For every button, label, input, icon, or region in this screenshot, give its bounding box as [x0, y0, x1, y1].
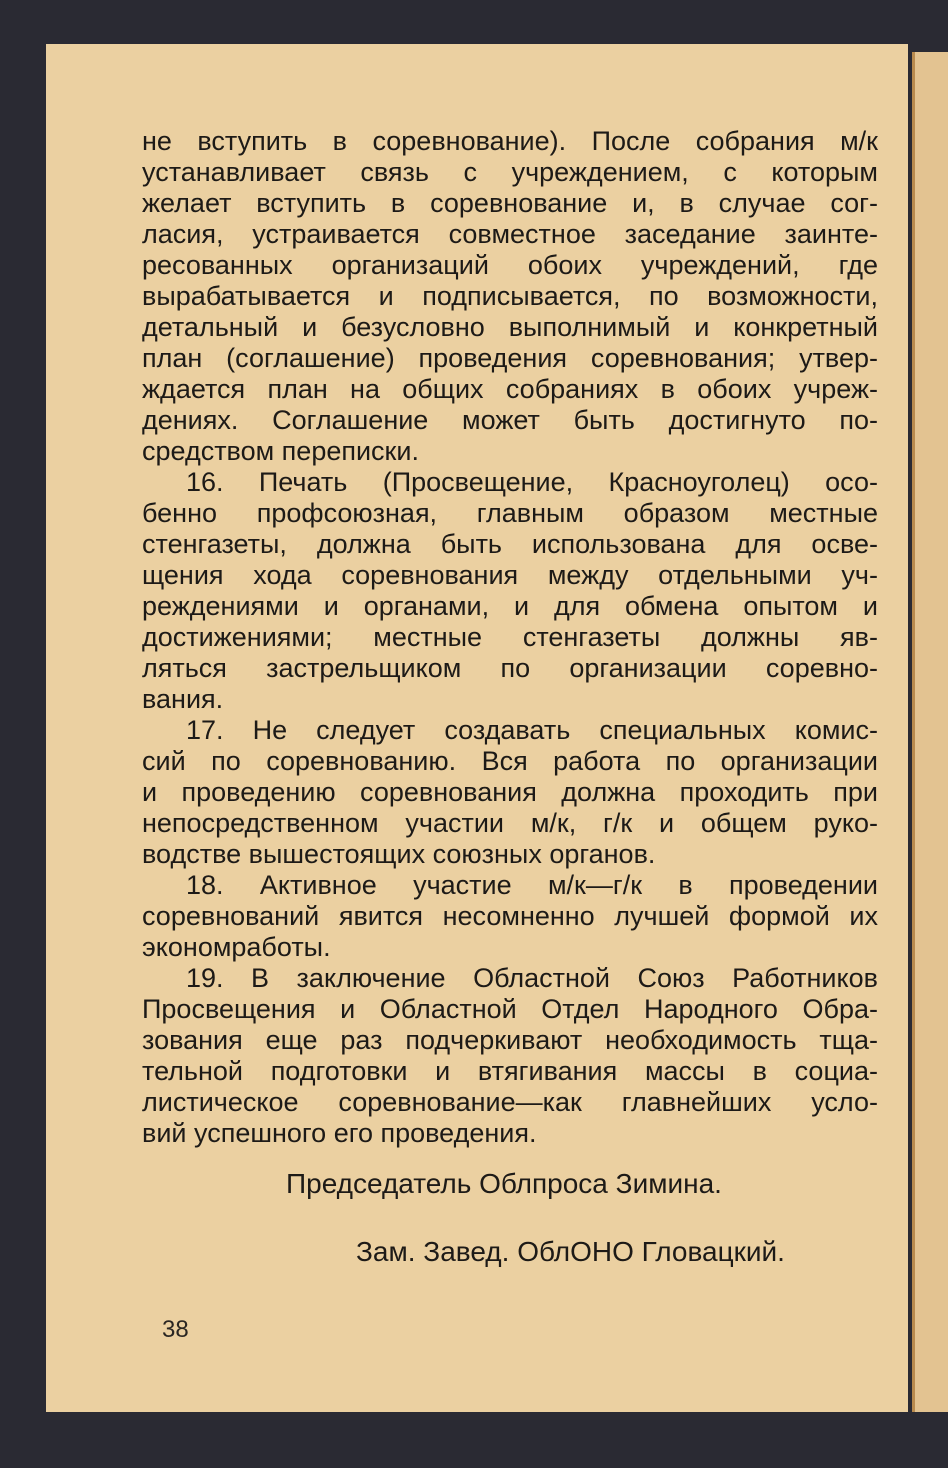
text-line: ляться застрельщиком по организации соревно-: [142, 653, 878, 683]
text-line: дениях. Соглашение может быть достигнуто по-: [142, 405, 878, 435]
signature-chair: Председатель Облпроса Зимина.: [286, 1168, 722, 1199]
text-line: средством переписки.: [142, 436, 419, 466]
paragraph-19-start: 19. В заключение Областной Союз Работников: [186, 963, 878, 993]
text-line: стенгазеты, должна быть использована для осве-: [142, 529, 878, 559]
text-line: ресованных организаций обоих учреждений, где: [142, 250, 878, 280]
text-line: Просвещения и Областной Отдел Народного Обра-: [142, 994, 878, 1024]
adjacent-page-edge: [912, 52, 948, 1412]
text-line: бенно профсоюзная, главным образом местные: [142, 498, 878, 528]
text-line: вий успешного его проведения.: [142, 1118, 537, 1148]
text-line: тельной подготовки и втягивания массы в социа-: [142, 1056, 878, 1086]
text-line: детальный и безусловно выполнимый и конкретный: [142, 312, 878, 342]
text-line: желает вступить в соревнование и, в случае сог-: [142, 188, 878, 218]
text-line: достижениями; местные стенгазеты должны яв-: [142, 622, 878, 652]
text-line: ласия, устраивается совместное заседание заинте-: [142, 219, 878, 249]
text-line: вания.: [142, 684, 224, 714]
text-line: щения хода соревнования между отдельными уч-: [142, 560, 878, 590]
text-line: соревнований явится несомненно лучшей формой их: [142, 901, 878, 931]
text-line: вырабатывается и подписывается, по возможности,: [142, 281, 878, 311]
paragraph-17-start: 17. Не следует создавать специальных комис-: [186, 715, 878, 745]
text-line: и проведению соревнования должна проходить при: [142, 777, 878, 807]
text-line: экономработы.: [142, 932, 331, 962]
text-line: водстве вышестоящих союзных органов.: [142, 839, 656, 869]
text-line: ждается план на общих собраниях в обоих учреж-: [142, 374, 878, 404]
text-line: листическое соревнование—как главнейших усло-: [142, 1087, 878, 1117]
text-line: непосредственном участии м/к, г/к и общем руко-: [142, 808, 878, 838]
paragraph-18-start: 18. Активное участие м/к—г/к в проведении: [186, 870, 878, 900]
body-text: [142, 126, 878, 1149]
signature-deputy: Зам. Завед. ОблОНО Гловацкий.: [356, 1236, 785, 1267]
text-line: не вступить в соревнование). После собрания м/к: [142, 126, 878, 156]
paragraph-16-start: 16. Печать (Просвещение, Красноуголец) осо-: [186, 467, 878, 497]
page-number: 38: [162, 1316, 189, 1343]
text-line: сий по соревнованию. Вся работа по организации: [142, 746, 878, 776]
text-line: устанавливает связь с учреждением, с которым: [142, 157, 878, 187]
text-line: реждениями и органами, и для обмена опытом и: [142, 591, 878, 621]
text-line: план (соглашение) проведения соревнования; утвер-: [142, 343, 878, 373]
text-line: зования еще раз подчеркивают необходимость тща-: [142, 1025, 878, 1055]
